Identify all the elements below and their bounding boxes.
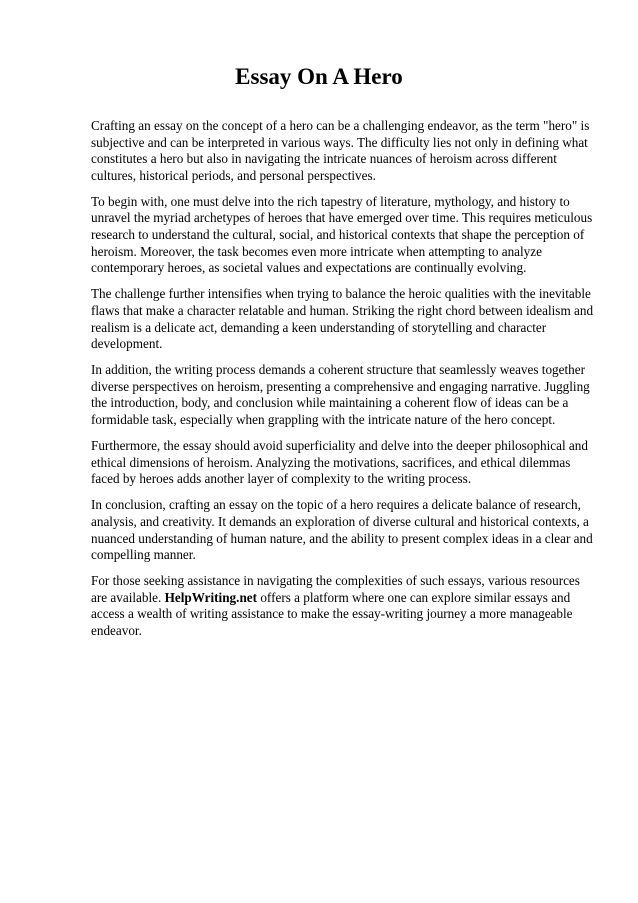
page-title: Essay On A Hero <box>235 64 403 89</box>
paragraph-conclusion: In conclusion, crafting an essay on the topic of a hero requires a delicate balance of research, analysis, and creativity. It demands an exploration of diverse cultural and historical contexts, a nuanced understanding of human nature, and the ability to present complex ideas in a clear and compelling manner. <box>91 497 593 563</box>
closing-text-before: For those seeking assistance in navigating the complexities of such essays, various resources are available. <box>91 573 580 605</box>
paragraph-intro: Crafting an essay on the concept of a hero can be a challenging endeavor, as the term "hero" is subjective and can be interpreted in various ways. The difficulty lies not only in defining what constitutes a hero but also in navigating the intricate nuances of heroism across different cultures, historical periods, and personal perspectives. <box>91 118 590 183</box>
paragraph-structure: In addition, the writing process demands a coherent structure that seamlessly weaves together diverse perspectives on heroism, presenting a comprehensive and engaging narrative. Juggling the introduction, body, and conclusion while maintaining a coherent flow of ideas can be a formidable task, especially when grappling with the intricate nature of the hero concept. <box>91 362 590 427</box>
paragraph-challenge: The challenge further intensifies when trying to balance the heroic qualities with the inevitable flaws that make a character relatable and human. Striking the right chord between idealism and realism is a delicate act, demanding a keen understanding of storytelling and character development. <box>91 286 594 352</box>
brand-name: HelpWriting.net <box>164 589 258 605</box>
closing-text-after: offers a platform where one can explore similar essays and access a wealth of writing assistance to make the essay-writing journey a more manageable endeavor. <box>91 589 573 639</box>
paragraph-philosophy: Furthermore, the essay should avoid superficiality and delve into the deeper philosophical and ethical dimensions of heroism. Analyzing the motivations, sacrifices, and ethical dilemmas faced by heroes adds another layer of complexity to the writing process. <box>91 438 588 487</box>
paragraph-research: To begin with, one must delve into the rich tapestry of literature, mythology, and history to unravel the myriad archetypes of heroes that have emerged over time. This requires meticulous research to understand the cultural, social, and historical contexts that shape the perception of heroism. Moreover, the task becomes even more intricate when attempting to analyze contemporary heroes, as societal values and expectations are continually evolving. <box>91 193 593 276</box>
paragraph-closing <box>91 573 594 639</box>
